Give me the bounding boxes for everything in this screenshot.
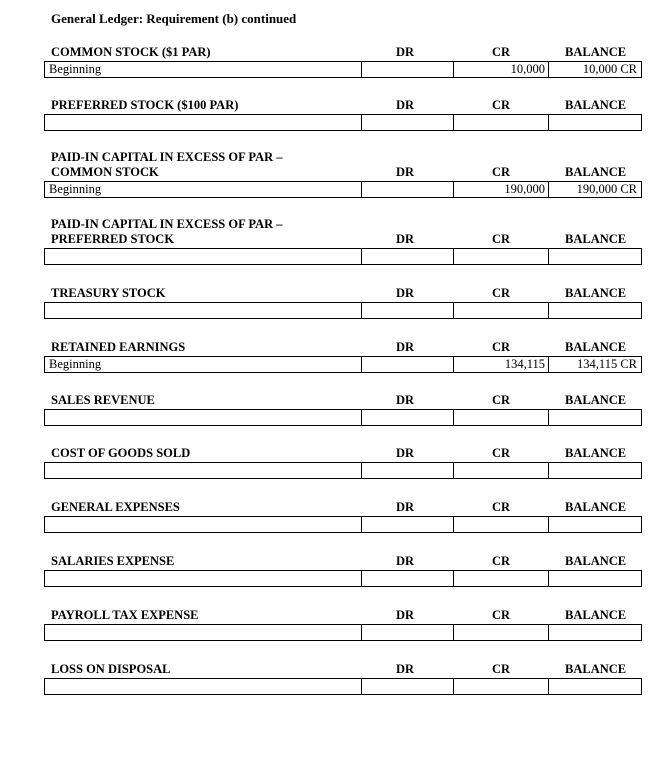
debit-cell[interactable] <box>362 115 454 130</box>
account-name <box>51 608 199 623</box>
column-header-cr: CR <box>492 662 511 676</box>
balance-cell[interactable] <box>549 410 641 425</box>
column-header-dr: DR <box>396 340 415 354</box>
column-header-dr: DR <box>396 554 415 568</box>
ledger-account <box>0 97 665 113</box>
table-row <box>44 356 642 373</box>
account-header <box>0 607 665 623</box>
balance-cell[interactable]: 134,115 CR <box>577 357 637 371</box>
column-header-dr: DR <box>396 232 415 246</box>
account-name-line: COMMON STOCK <box>51 165 159 179</box>
entry-description[interactable] <box>45 517 362 532</box>
account-name <box>51 286 166 301</box>
column-header-cr: CR <box>492 45 511 59</box>
account-name <box>51 45 211 60</box>
table-row <box>44 624 642 641</box>
entry-description[interactable] <box>45 625 362 640</box>
ledger-account <box>0 44 665 60</box>
column-header-balance: BALANCE <box>565 662 627 676</box>
column-header-dr: DR <box>396 500 415 514</box>
column-header-dr: DR <box>396 662 415 676</box>
ledger-account <box>0 661 665 677</box>
account-header <box>0 148 665 180</box>
table-row <box>44 302 642 319</box>
debit-cell[interactable] <box>362 182 454 197</box>
ledger-account <box>0 285 665 301</box>
account-name <box>51 662 170 677</box>
column-header-cr: CR <box>492 98 511 112</box>
credit-cell[interactable] <box>454 679 549 694</box>
credit-cell[interactable] <box>454 571 549 586</box>
table-row <box>44 678 642 695</box>
entry-description[interactable]: Beginning <box>45 182 362 197</box>
ledger-account <box>0 339 665 355</box>
account-name-line: PREFERRED STOCK ($100 PAR) <box>51 98 239 112</box>
account-header <box>0 97 665 113</box>
debit-cell[interactable] <box>362 303 454 318</box>
column-header-cr: CR <box>492 286 511 300</box>
account-name-line: SALES REVENUE <box>51 393 155 407</box>
ledger-account <box>0 445 665 461</box>
column-header-cr: CR <box>492 608 511 622</box>
table-row <box>44 570 642 587</box>
account-header <box>0 215 665 247</box>
account-name <box>51 393 155 408</box>
account-name <box>51 217 283 247</box>
credit-cell[interactable]: 10,000 <box>454 62 549 77</box>
balance-cell[interactable] <box>549 249 641 264</box>
account-name-line: GENERAL EXPENSES <box>51 500 180 514</box>
account-name <box>51 500 180 515</box>
ledger-account <box>0 148 665 180</box>
credit-cell[interactable] <box>454 249 549 264</box>
column-header-dr: DR <box>396 446 415 460</box>
entry-description[interactable] <box>45 303 362 318</box>
account-name-line: COST OF GOODS SOLD <box>51 446 191 460</box>
ledger-account <box>0 553 665 569</box>
entry-description[interactable]: Beginning <box>45 62 362 77</box>
table-row <box>44 61 642 78</box>
credit-cell[interactable] <box>454 463 549 478</box>
table-row <box>44 114 642 131</box>
debit-cell[interactable] <box>362 410 454 425</box>
account-name-line: SALARIES EXPENSE <box>51 554 175 568</box>
column-header-cr: CR <box>492 393 511 407</box>
debit-cell[interactable] <box>362 679 454 694</box>
column-header-balance: BALANCE <box>565 98 627 112</box>
column-header-cr: CR <box>492 232 511 246</box>
account-header <box>0 445 665 461</box>
column-header-balance: BALANCE <box>565 500 627 514</box>
entry-description[interactable] <box>45 571 362 586</box>
balance-cell[interactable] <box>549 571 641 586</box>
credit-cell[interactable] <box>454 410 549 425</box>
entry-description[interactable] <box>45 115 362 130</box>
debit-cell[interactable] <box>362 463 454 478</box>
account-header <box>0 339 665 355</box>
entry-description[interactable]: Beginning <box>45 357 362 372</box>
account-name-line: COMMON STOCK ($1 PAR) <box>51 45 211 59</box>
credit-cell[interactable] <box>454 517 549 532</box>
ledger-account <box>0 607 665 623</box>
entry-description[interactable] <box>45 410 362 425</box>
column-header-dr: DR <box>396 608 415 622</box>
balance-cell[interactable]: 10,000 CR <box>582 62 637 76</box>
credit-cell[interactable] <box>454 303 549 318</box>
credit-cell[interactable] <box>454 115 549 130</box>
column-header-balance: BALANCE <box>565 393 627 407</box>
balance-cell[interactable] <box>549 303 641 318</box>
column-header-balance: BALANCE <box>565 340 627 354</box>
account-header <box>0 44 665 60</box>
column-header-dr: DR <box>396 98 415 112</box>
column-header-cr: CR <box>492 500 511 514</box>
column-header-cr: CR <box>492 165 511 179</box>
debit-cell[interactable] <box>362 517 454 532</box>
column-header-cr: CR <box>492 340 511 354</box>
table-row <box>44 462 642 479</box>
column-header-balance: BALANCE <box>565 165 627 179</box>
account-name-line: RETAINED EARNINGS <box>51 340 186 354</box>
credit-cell[interactable]: 190,000 <box>454 182 549 197</box>
column-header-cr: CR <box>492 554 511 568</box>
ledger-account <box>0 392 665 408</box>
debit-cell[interactable] <box>362 357 454 372</box>
column-header-balance: BALANCE <box>565 45 627 59</box>
account-name-line: LOSS ON DISPOSAL <box>51 662 171 676</box>
table-row <box>44 248 642 265</box>
page-title: General Ledger: Requirement (b) continued <box>51 11 297 26</box>
column-header-dr: DR <box>396 45 415 59</box>
table-row <box>44 181 642 198</box>
account-name-line: TREASURY STOCK <box>51 286 166 300</box>
account-name <box>51 98 238 113</box>
ledger-account <box>0 215 665 247</box>
credit-cell[interactable]: 134,115 <box>454 357 549 372</box>
balance-cell[interactable] <box>549 625 641 640</box>
entry-description[interactable] <box>45 249 362 264</box>
account-header <box>0 392 665 408</box>
credit-cell[interactable] <box>454 625 549 640</box>
entry-description[interactable] <box>45 679 362 694</box>
account-name-line: PAYROLL TAX EXPENSE <box>51 608 199 622</box>
balance-cell[interactable] <box>549 679 641 694</box>
column-header-balance: BALANCE <box>565 286 627 300</box>
column-header-balance: BALANCE <box>565 554 627 568</box>
table-row <box>44 516 642 533</box>
account-name <box>51 446 190 461</box>
account-header <box>0 661 665 677</box>
balance-cell[interactable] <box>549 517 641 532</box>
column-header-dr: DR <box>396 286 415 300</box>
column-header-balance: BALANCE <box>565 232 627 246</box>
column-header-dr: DR <box>396 165 415 179</box>
account-header <box>0 285 665 301</box>
debit-cell[interactable] <box>362 571 454 586</box>
account-name-line: PREFERRED STOCK <box>51 232 175 246</box>
account-name <box>51 554 174 569</box>
account-name-line: PAID-IN CAPITAL IN EXCESS OF PAR – <box>51 217 283 231</box>
account-name-line: PAID-IN CAPITAL IN EXCESS OF PAR – <box>51 150 283 164</box>
debit-cell[interactable] <box>362 249 454 264</box>
column-header-dr: DR <box>396 393 415 407</box>
entry-description[interactable] <box>45 463 362 478</box>
account-name <box>51 340 185 355</box>
column-header-balance: BALANCE <box>565 446 627 460</box>
debit-cell[interactable] <box>362 625 454 640</box>
account-header <box>0 499 665 515</box>
account-name <box>51 150 283 180</box>
balance-cell[interactable] <box>549 463 641 478</box>
balance-cell[interactable]: 190,000 CR <box>576 182 637 196</box>
account-header <box>0 553 665 569</box>
debit-cell[interactable] <box>362 62 454 77</box>
column-header-balance: BALANCE <box>565 608 627 622</box>
table-row <box>44 409 642 426</box>
ledger-account <box>0 499 665 515</box>
column-header-cr: CR <box>492 446 511 460</box>
balance-cell[interactable] <box>549 115 641 130</box>
